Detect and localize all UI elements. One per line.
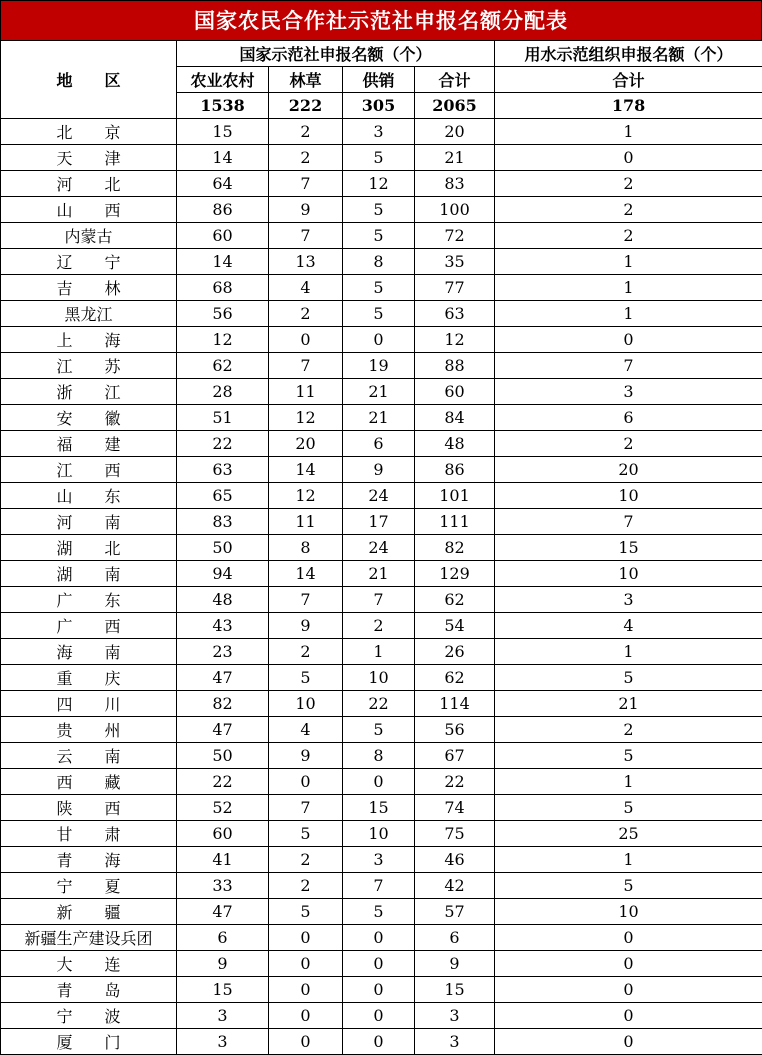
value-cell-agriculture: 52 xyxy=(177,795,269,821)
value-cell-subtotal: 62 xyxy=(415,665,495,691)
value-cell-supply: 5 xyxy=(343,275,415,301)
value-cell-supply: 3 xyxy=(343,847,415,873)
value-cell-forestry: 7 xyxy=(269,587,343,613)
table-row xyxy=(1,769,762,795)
value-cell-forestry: 14 xyxy=(269,457,343,483)
value-cell-forestry: 11 xyxy=(269,379,343,405)
value-cell-agriculture: 64 xyxy=(177,171,269,197)
region-cell: 大 连 xyxy=(1,951,177,977)
value-cell-subtotal: 21 xyxy=(415,145,495,171)
value-cell-forestry: 0 xyxy=(269,977,343,1003)
value-cell-supply: 0 xyxy=(343,1003,415,1029)
region-cell: 辽 宁 xyxy=(1,249,177,275)
value-cell-subtotal: 72 xyxy=(415,223,495,249)
value-cell-forestry: 11 xyxy=(269,509,343,535)
value-cell-water-total: 25 xyxy=(495,821,762,847)
value-cell-supply: 21 xyxy=(343,379,415,405)
value-cell-subtotal: 101 xyxy=(415,483,495,509)
value-cell-water-total: 4 xyxy=(495,613,762,639)
region-cell: 云 南 xyxy=(1,743,177,769)
value-cell-subtotal: 9 xyxy=(415,951,495,977)
col-header-supply: 供销 xyxy=(343,67,415,93)
value-cell-subtotal: 83 xyxy=(415,171,495,197)
value-cell-agriculture: 63 xyxy=(177,457,269,483)
value-cell-supply: 24 xyxy=(343,483,415,509)
value-cell-water-total: 2 xyxy=(495,717,762,743)
total-supply: 305 xyxy=(343,93,415,119)
value-cell-subtotal: 3 xyxy=(415,1003,495,1029)
value-cell-forestry: 0 xyxy=(269,925,343,951)
value-cell-agriculture: 82 xyxy=(177,691,269,717)
value-cell-supply: 5 xyxy=(343,301,415,327)
value-cell-subtotal: 42 xyxy=(415,873,495,899)
value-cell-supply: 5 xyxy=(343,197,415,223)
value-cell-agriculture: 65 xyxy=(177,483,269,509)
value-cell-subtotal: 26 xyxy=(415,639,495,665)
region-cell: 广 东 xyxy=(1,587,177,613)
value-cell-subtotal: 15 xyxy=(415,977,495,1003)
col-header-water-total: 合计 xyxy=(495,67,762,93)
total-subtotal: 2065 xyxy=(415,93,495,119)
value-cell-supply: 5 xyxy=(343,223,415,249)
value-cell-subtotal: 88 xyxy=(415,353,495,379)
value-cell-water-total: 5 xyxy=(495,873,762,899)
value-cell-supply: 2 xyxy=(343,613,415,639)
region-cell: 上 海 xyxy=(1,327,177,353)
table-row xyxy=(1,561,762,587)
value-cell-water-total: 2 xyxy=(495,171,762,197)
value-cell-supply: 15 xyxy=(343,795,415,821)
value-cell-agriculture: 62 xyxy=(177,353,269,379)
value-cell-agriculture: 50 xyxy=(177,743,269,769)
value-cell-supply: 9 xyxy=(343,457,415,483)
value-cell-supply: 22 xyxy=(343,691,415,717)
allocation-table xyxy=(0,40,762,1055)
value-cell-water-total: 6 xyxy=(495,405,762,431)
region-cell: 安 徽 xyxy=(1,405,177,431)
value-cell-agriculture: 15 xyxy=(177,977,269,1003)
value-cell-supply: 5 xyxy=(343,899,415,925)
value-cell-forestry: 2 xyxy=(269,847,343,873)
value-cell-forestry: 7 xyxy=(269,353,343,379)
value-cell-supply: 5 xyxy=(343,717,415,743)
value-cell-subtotal: 114 xyxy=(415,691,495,717)
table-row xyxy=(1,847,762,873)
value-cell-subtotal: 20 xyxy=(415,119,495,145)
table-row xyxy=(1,431,762,457)
table-row xyxy=(1,171,762,197)
value-cell-forestry: 4 xyxy=(269,717,343,743)
value-cell-subtotal: 63 xyxy=(415,301,495,327)
value-cell-supply: 3 xyxy=(343,119,415,145)
value-cell-subtotal: 82 xyxy=(415,535,495,561)
col-header-subtotal: 合计 xyxy=(415,67,495,93)
value-cell-subtotal: 100 xyxy=(415,197,495,223)
region-cell: 广 西 xyxy=(1,613,177,639)
value-cell-forestry: 10 xyxy=(269,691,343,717)
value-cell-forestry: 2 xyxy=(269,301,343,327)
value-cell-water-total: 21 xyxy=(495,691,762,717)
value-cell-agriculture: 48 xyxy=(177,587,269,613)
value-cell-subtotal: 35 xyxy=(415,249,495,275)
table-row xyxy=(1,327,762,353)
value-cell-subtotal: 86 xyxy=(415,457,495,483)
value-cell-supply: 0 xyxy=(343,977,415,1003)
region-cell: 新 疆 xyxy=(1,899,177,925)
region-cell: 西 藏 xyxy=(1,769,177,795)
table-row xyxy=(1,119,762,145)
value-cell-forestry: 0 xyxy=(269,327,343,353)
table-row xyxy=(1,795,762,821)
table-row xyxy=(1,613,762,639)
value-cell-water-total: 10 xyxy=(495,899,762,925)
value-cell-agriculture: 22 xyxy=(177,431,269,457)
value-cell-agriculture: 51 xyxy=(177,405,269,431)
value-cell-water-total: 5 xyxy=(495,743,762,769)
region-cell: 新疆生产建设兵团 xyxy=(1,925,177,951)
value-cell-agriculture: 14 xyxy=(177,145,269,171)
table-title: 国家农民合作社示范社申报名额分配表 xyxy=(0,0,762,40)
value-cell-water-total: 15 xyxy=(495,535,762,561)
value-cell-forestry: 5 xyxy=(269,821,343,847)
value-cell-subtotal: 74 xyxy=(415,795,495,821)
region-cell: 吉 林 xyxy=(1,275,177,301)
value-cell-supply: 7 xyxy=(343,587,415,613)
value-cell-forestry: 2 xyxy=(269,873,343,899)
value-cell-water-total: 0 xyxy=(495,1029,762,1055)
total-agriculture: 1538 xyxy=(177,93,269,119)
value-cell-forestry: 9 xyxy=(269,613,343,639)
value-cell-forestry: 7 xyxy=(269,171,343,197)
table-row xyxy=(1,639,762,665)
value-cell-forestry: 5 xyxy=(269,899,343,925)
value-cell-water-total: 1 xyxy=(495,275,762,301)
value-cell-agriculture: 9 xyxy=(177,951,269,977)
value-cell-subtotal: 3 xyxy=(415,1029,495,1055)
table-row xyxy=(1,197,762,223)
region-cell: 山 东 xyxy=(1,483,177,509)
value-cell-agriculture: 47 xyxy=(177,665,269,691)
region-cell: 贵 州 xyxy=(1,717,177,743)
value-cell-agriculture: 22 xyxy=(177,769,269,795)
region-cell: 福 建 xyxy=(1,431,177,457)
table-row xyxy=(1,717,762,743)
value-cell-subtotal: 54 xyxy=(415,613,495,639)
value-cell-agriculture: 60 xyxy=(177,223,269,249)
table-row xyxy=(1,535,762,561)
value-cell-water-total: 2 xyxy=(495,431,762,457)
table-row xyxy=(1,353,762,379)
value-cell-agriculture: 23 xyxy=(177,639,269,665)
region-cell: 北 京 xyxy=(1,119,177,145)
value-cell-water-total: 1 xyxy=(495,639,762,665)
value-cell-forestry: 2 xyxy=(269,145,343,171)
value-cell-forestry: 9 xyxy=(269,743,343,769)
value-cell-agriculture: 47 xyxy=(177,899,269,925)
value-cell-water-total: 1 xyxy=(495,249,762,275)
table-row xyxy=(1,223,762,249)
value-cell-water-total: 10 xyxy=(495,561,762,587)
table-row xyxy=(1,691,762,717)
value-cell-supply: 6 xyxy=(343,431,415,457)
value-cell-supply: 0 xyxy=(343,769,415,795)
value-cell-agriculture: 14 xyxy=(177,249,269,275)
region-cell: 河 北 xyxy=(1,171,177,197)
value-cell-subtotal: 46 xyxy=(415,847,495,873)
value-cell-subtotal: 75 xyxy=(415,821,495,847)
value-cell-subtotal: 67 xyxy=(415,743,495,769)
value-cell-water-total: 0 xyxy=(495,977,762,1003)
value-cell-forestry: 7 xyxy=(269,795,343,821)
col-header-forestry: 林草 xyxy=(269,67,343,93)
value-cell-supply: 8 xyxy=(343,249,415,275)
value-cell-water-total: 0 xyxy=(495,951,762,977)
table-row xyxy=(1,405,762,431)
value-cell-forestry: 2 xyxy=(269,639,343,665)
value-cell-forestry: 0 xyxy=(269,951,343,977)
region-cell: 重 庆 xyxy=(1,665,177,691)
value-cell-agriculture: 50 xyxy=(177,535,269,561)
table-row xyxy=(1,301,762,327)
region-cell: 海 南 xyxy=(1,639,177,665)
value-cell-supply: 10 xyxy=(343,665,415,691)
value-cell-water-total: 2 xyxy=(495,197,762,223)
col-header-agriculture: 农业农村 xyxy=(177,67,269,93)
table-row xyxy=(1,509,762,535)
value-cell-supply: 0 xyxy=(343,925,415,951)
value-cell-supply: 7 xyxy=(343,873,415,899)
region-cell: 江 苏 xyxy=(1,353,177,379)
group-header-demo-coop: 国家示范社申报名额（个） xyxy=(177,41,495,67)
value-cell-agriculture: 41 xyxy=(177,847,269,873)
value-cell-forestry: 8 xyxy=(269,535,343,561)
value-cell-forestry: 12 xyxy=(269,483,343,509)
value-cell-subtotal: 111 xyxy=(415,509,495,535)
value-cell-supply: 5 xyxy=(343,145,415,171)
region-header: 地 区 xyxy=(1,41,177,119)
value-cell-subtotal: 129 xyxy=(415,561,495,587)
value-cell-agriculture: 3 xyxy=(177,1003,269,1029)
value-cell-forestry: 13 xyxy=(269,249,343,275)
value-cell-supply: 0 xyxy=(343,1029,415,1055)
value-cell-forestry: 14 xyxy=(269,561,343,587)
table-row xyxy=(1,743,762,769)
table-row xyxy=(1,249,762,275)
value-cell-supply: 19 xyxy=(343,353,415,379)
value-cell-forestry: 20 xyxy=(269,431,343,457)
region-cell: 黑龙江 xyxy=(1,301,177,327)
table-row xyxy=(1,379,762,405)
value-cell-supply: 0 xyxy=(343,951,415,977)
table-row xyxy=(1,873,762,899)
value-cell-agriculture: 12 xyxy=(177,327,269,353)
region-cell: 甘 肃 xyxy=(1,821,177,847)
table-row xyxy=(1,977,762,1003)
header-row-groups xyxy=(1,41,762,67)
value-cell-forestry: 5 xyxy=(269,665,343,691)
value-cell-forestry: 2 xyxy=(269,119,343,145)
value-cell-water-total: 0 xyxy=(495,327,762,353)
region-cell: 河 南 xyxy=(1,509,177,535)
value-cell-water-total: 7 xyxy=(495,509,762,535)
value-cell-subtotal: 60 xyxy=(415,379,495,405)
table-row xyxy=(1,483,762,509)
table-row xyxy=(1,457,762,483)
value-cell-supply: 8 xyxy=(343,743,415,769)
region-cell: 湖 北 xyxy=(1,535,177,561)
value-cell-supply: 24 xyxy=(343,535,415,561)
table-row xyxy=(1,665,762,691)
value-cell-subtotal: 57 xyxy=(415,899,495,925)
value-cell-agriculture: 33 xyxy=(177,873,269,899)
value-cell-supply: 17 xyxy=(343,509,415,535)
group-header-water-org: 用水示范组织申报名额（个） xyxy=(495,41,762,67)
value-cell-water-total: 3 xyxy=(495,587,762,613)
table-row xyxy=(1,145,762,171)
value-cell-subtotal: 12 xyxy=(415,327,495,353)
table-row xyxy=(1,821,762,847)
region-cell: 浙 江 xyxy=(1,379,177,405)
value-cell-subtotal: 22 xyxy=(415,769,495,795)
value-cell-agriculture: 94 xyxy=(177,561,269,587)
value-cell-water-total: 1 xyxy=(495,847,762,873)
value-cell-water-total: 0 xyxy=(495,1003,762,1029)
value-cell-water-total: 5 xyxy=(495,795,762,821)
value-cell-forestry: 12 xyxy=(269,405,343,431)
value-cell-water-total: 1 xyxy=(495,769,762,795)
value-cell-supply: 12 xyxy=(343,171,415,197)
region-cell: 厦 门 xyxy=(1,1029,177,1055)
value-cell-forestry: 0 xyxy=(269,769,343,795)
table-row xyxy=(1,275,762,301)
region-cell: 山 西 xyxy=(1,197,177,223)
value-cell-agriculture: 6 xyxy=(177,925,269,951)
value-cell-water-total: 7 xyxy=(495,353,762,379)
value-cell-water-total: 0 xyxy=(495,925,762,951)
value-cell-supply: 0 xyxy=(343,327,415,353)
total-forestry: 222 xyxy=(269,93,343,119)
value-cell-water-total: 2 xyxy=(495,223,762,249)
value-cell-agriculture: 68 xyxy=(177,275,269,301)
value-cell-agriculture: 15 xyxy=(177,119,269,145)
value-cell-forestry: 0 xyxy=(269,1029,343,1055)
value-cell-subtotal: 48 xyxy=(415,431,495,457)
value-cell-supply: 1 xyxy=(343,639,415,665)
value-cell-water-total: 20 xyxy=(495,457,762,483)
value-cell-water-total: 1 xyxy=(495,301,762,327)
region-cell: 天 津 xyxy=(1,145,177,171)
table-row xyxy=(1,1029,762,1055)
value-cell-forestry: 9 xyxy=(269,197,343,223)
total-water: 178 xyxy=(495,93,762,119)
region-cell: 四 川 xyxy=(1,691,177,717)
region-cell: 内蒙古 xyxy=(1,223,177,249)
value-cell-forestry: 0 xyxy=(269,1003,343,1029)
value-cell-agriculture: 43 xyxy=(177,613,269,639)
table-row xyxy=(1,1003,762,1029)
region-cell: 陕 西 xyxy=(1,795,177,821)
table-row xyxy=(1,951,762,977)
region-cell: 青 岛 xyxy=(1,977,177,1003)
value-cell-subtotal: 62 xyxy=(415,587,495,613)
value-cell-subtotal: 77 xyxy=(415,275,495,301)
value-cell-agriculture: 86 xyxy=(177,197,269,223)
region-cell: 湖 南 xyxy=(1,561,177,587)
value-cell-subtotal: 84 xyxy=(415,405,495,431)
value-cell-agriculture: 28 xyxy=(177,379,269,405)
value-cell-supply: 21 xyxy=(343,561,415,587)
value-cell-agriculture: 56 xyxy=(177,301,269,327)
table-row xyxy=(1,925,762,951)
value-cell-water-total: 10 xyxy=(495,483,762,509)
value-cell-agriculture: 47 xyxy=(177,717,269,743)
value-cell-supply: 10 xyxy=(343,821,415,847)
value-cell-agriculture: 3 xyxy=(177,1029,269,1055)
value-cell-subtotal: 56 xyxy=(415,717,495,743)
value-cell-forestry: 7 xyxy=(269,223,343,249)
value-cell-agriculture: 60 xyxy=(177,821,269,847)
region-cell: 宁 波 xyxy=(1,1003,177,1029)
value-cell-water-total: 0 xyxy=(495,145,762,171)
region-cell: 江 西 xyxy=(1,457,177,483)
value-cell-supply: 21 xyxy=(343,405,415,431)
value-cell-water-total: 3 xyxy=(495,379,762,405)
region-cell: 青 海 xyxy=(1,847,177,873)
value-cell-water-total: 1 xyxy=(495,119,762,145)
region-cell: 宁 夏 xyxy=(1,873,177,899)
table-row xyxy=(1,899,762,925)
value-cell-forestry: 4 xyxy=(269,275,343,301)
value-cell-water-total: 5 xyxy=(495,665,762,691)
value-cell-agriculture: 83 xyxy=(177,509,269,535)
table-row xyxy=(1,587,762,613)
value-cell-subtotal: 6 xyxy=(415,925,495,951)
